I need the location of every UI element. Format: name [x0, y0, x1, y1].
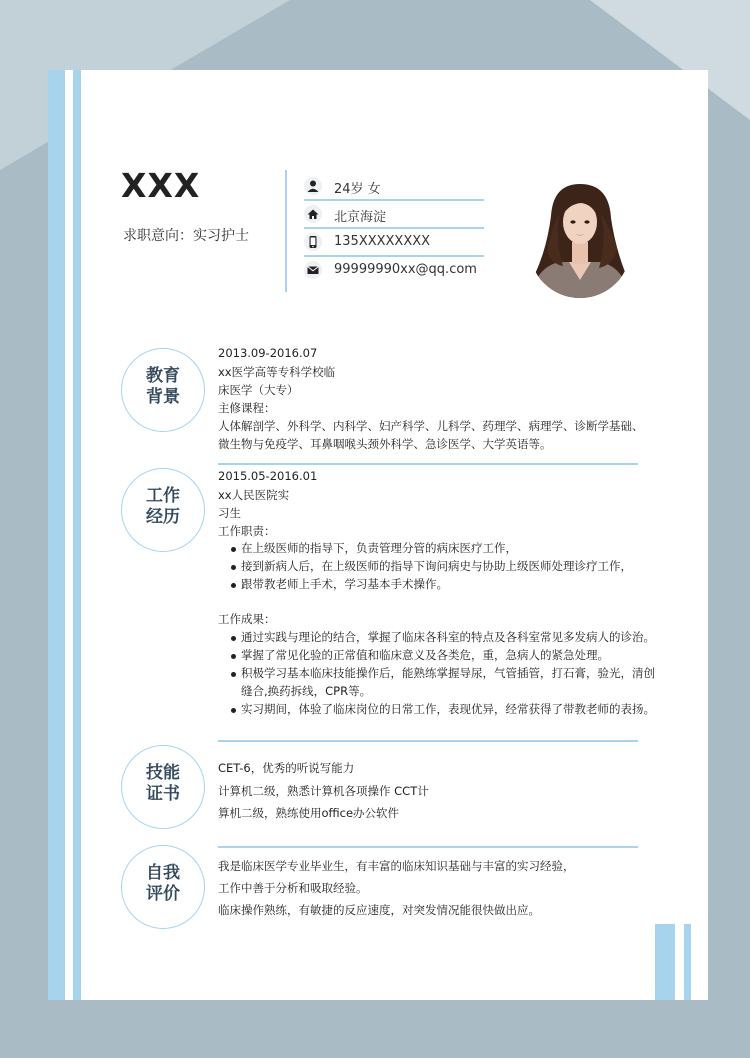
contact-text: 99999990xx@qq.com	[334, 262, 477, 277]
work-duty: 跟带教老师上手术，学习基本手术操作。	[241, 577, 448, 591]
section-title-line: 工作	[146, 486, 180, 506]
self-evaluation: 工作中善于分析和吸取经验。	[218, 881, 368, 895]
person-icon	[304, 177, 322, 195]
contact-text: 135XXXXXXXX	[334, 234, 431, 249]
section-divider	[218, 846, 638, 848]
work-result: 通过实践与理论的结合，掌握了临床各科室的特点及各科室常见多发病人的诊治。	[241, 630, 655, 644]
work-result: 缝合,换药拆线，CPR等。	[241, 684, 372, 698]
education-date: 2013.09-2016.07	[218, 346, 318, 360]
section-title	[122, 486, 204, 528]
education-courses: 微生物与免疫学、耳鼻咽喉头颈外科学、急诊医学、大学英语等。	[218, 437, 552, 451]
self-evaluation: 我是临床医学专业毕业生，有丰富的临床知识基础与丰富的实习经验，	[218, 859, 575, 873]
divider	[285, 170, 287, 292]
section-title-line: 背景	[146, 387, 180, 407]
section-title	[122, 763, 204, 805]
education-courses-label: 主修课程：	[218, 401, 276, 415]
work-position: 习生	[218, 506, 241, 520]
work-result: 积极学习基本临床技能操作后，能熟练掌握导尿，气管插管，打石膏，验光，清创	[241, 666, 655, 680]
skill-item: 算机二级，熟练使用office办公软件	[218, 806, 400, 820]
contact-text: 24岁 女	[334, 182, 381, 197]
section-title-line: 经历	[146, 507, 180, 527]
education-courses: 人体解剖学、外科学、内科学、妇产科学、儿科学、药理学、病理学、诊断学基础、	[218, 419, 644, 433]
bullet	[231, 547, 236, 552]
bullet	[231, 654, 236, 659]
section-badge-work	[121, 468, 205, 552]
section-divider	[218, 463, 638, 465]
section-divider	[218, 740, 638, 742]
bullet	[231, 708, 236, 713]
work-duty: 接到新病人后，在上级医师的指导下询问病史与协助上级医师处理诊疗工作，	[241, 559, 632, 573]
decor-bar	[655, 924, 675, 1000]
work-company: xx人民医院实	[218, 488, 290, 502]
contact-underline	[304, 199, 484, 201]
work-results-label: 工作成果：	[218, 612, 276, 626]
contact-email[interactable]	[304, 258, 484, 285]
skill-item: 计算机二级，熟悉计算机各项操作 CCT计	[218, 784, 429, 798]
mail-icon	[304, 261, 322, 279]
work-date: 2015.05-2016.01	[218, 469, 318, 483]
resume-page	[48, 70, 708, 1000]
work-result: 实习期间，体验了临床岗位的日常工作，表现优异，经常获得了带教老师的表扬。	[241, 702, 655, 716]
section-title-line: 自我	[146, 863, 180, 883]
section-badge-skills	[121, 745, 205, 829]
contact-text: 北京海淀	[334, 210, 387, 225]
education-major: 床医学（大专）	[218, 383, 299, 397]
work-duties-label: 工作职责：	[218, 524, 276, 538]
home-icon	[304, 205, 322, 223]
bullet	[231, 565, 236, 570]
skill-item: CET-6，优秀的听说写能力	[218, 761, 355, 775]
section-badge-self	[121, 845, 205, 929]
work-duty: 在上级医师的指导下，负责管理分管的病床医疗工作，	[241, 541, 517, 555]
work-result: 掌握了常见化验的正常值和临床意义及各类危，重，急病人的紧急处理。	[241, 648, 609, 662]
contact-underline	[304, 255, 484, 257]
bullet	[231, 672, 236, 677]
section-title-line: 技能	[146, 763, 180, 783]
profile-photo	[529, 176, 631, 298]
contact-age-gender	[304, 174, 484, 201]
section-title	[122, 863, 204, 905]
section-title-line: 证书	[146, 784, 180, 804]
candidate-name: XXX	[121, 166, 201, 205]
phone-icon	[304, 233, 322, 251]
section-title	[122, 366, 204, 408]
bullet	[231, 583, 236, 588]
self-evaluation: 临床操作熟练，有敏捷的反应速度，对突发情况能很快做出应。	[218, 903, 540, 917]
job-intention: 求职意向：实习护士	[123, 228, 249, 244]
decor-bar	[73, 70, 81, 1000]
decor-bar	[684, 924, 691, 1000]
section-title-line: 评价	[146, 884, 180, 904]
education-school: xx医学高等专科学校临	[218, 365, 336, 379]
decor-bar	[48, 70, 65, 1000]
contact-phone[interactable]	[304, 230, 484, 257]
section-badge-education	[121, 348, 205, 432]
contact-underline	[304, 227, 484, 229]
bullet	[231, 636, 236, 641]
section-title-line: 教育	[146, 366, 180, 386]
contact-location	[304, 202, 484, 229]
